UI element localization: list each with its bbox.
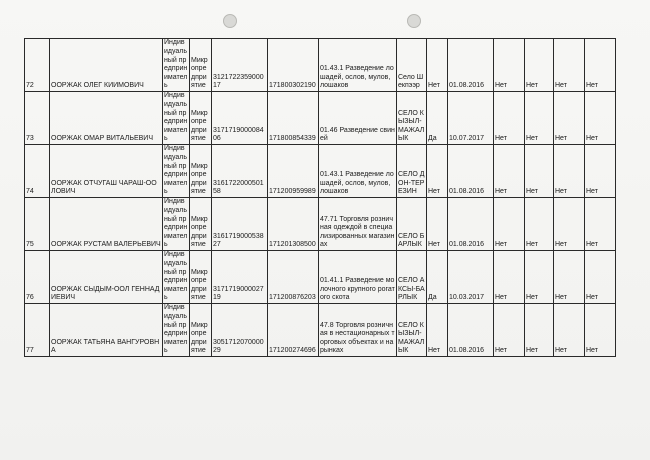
table-row	[25, 198, 616, 251]
flag-cell-2: Нет	[525, 198, 554, 251]
flag-cell-1: Нет	[494, 304, 525, 357]
flag-cell-1: Нет	[494, 198, 525, 251]
ogrnip-number: 316172200050158	[212, 145, 268, 198]
locality: СЕЛО БАРЛЫК	[397, 198, 427, 251]
flag-cell-2: Нет	[525, 39, 554, 92]
flag-cell-4: Нет	[585, 304, 616, 357]
activity-okved: 01.43.1 Разведение лошадей, ослов, мулов, лошаков	[319, 39, 397, 92]
newly-created-flag: Нет	[427, 304, 448, 357]
flag-cell-3: Нет	[554, 92, 585, 145]
entity-type: Индивидуальный предприниматель	[163, 39, 190, 92]
ogrnip-number: 317171900002719	[212, 251, 268, 304]
newly-created-flag: Нет	[427, 198, 448, 251]
entrepreneur-name: ООРЖАК ОЛЕГ КИИМОВИЧ	[50, 39, 163, 92]
entity-type: Индивидуальный предприниматель	[163, 92, 190, 145]
flag-cell-2: Нет	[525, 92, 554, 145]
business-category: Микропредприятие	[190, 92, 212, 145]
inn-number: 171200959989	[268, 145, 319, 198]
registry-date: 01.08.2016	[448, 198, 494, 251]
table-row	[25, 304, 616, 357]
activity-okved: 47.8 Торговля розничная в нестационарных торговых объектах и на рынках	[319, 304, 397, 357]
table-row	[25, 145, 616, 198]
entity-type: Индивидуальный предприниматель	[163, 145, 190, 198]
business-category: Микропредприятие	[190, 251, 212, 304]
table-row	[25, 251, 616, 304]
activity-okved: 47.71 Торговля розничная одеждой в специализированных магазинах	[319, 198, 397, 251]
ogrnip-number: 316171900053827	[212, 198, 268, 251]
newly-created-flag: Да	[427, 251, 448, 304]
flag-cell-4: Нет	[585, 251, 616, 304]
business-category: Микропредприятие	[190, 304, 212, 357]
business-category: Микропредприятие	[190, 39, 212, 92]
entrepreneur-name: ООРЖАК ОТЧУГАШ ЧАРАШ-ООЛОВИЧ	[50, 145, 163, 198]
row-number: 73	[25, 92, 50, 145]
entrepreneur-name: ООРЖАК ОМАР ВИТАЛЬЕВИЧ	[50, 92, 163, 145]
inn-number: 171200274696	[268, 304, 319, 357]
ogrnip-number: 312172235900017	[212, 39, 268, 92]
flag-cell-2: Нет	[525, 304, 554, 357]
flag-cell-3: Нет	[554, 39, 585, 92]
entrepreneur-name: ООРЖАК ТАТЬЯНА ВАНГУРОВНА	[50, 304, 163, 357]
flag-cell-3: Нет	[554, 145, 585, 198]
activity-okved: 01.43.1 Разведение лошадей, ослов, мулов, лошаков	[319, 145, 397, 198]
activity-okved: 01.46 Разведение свиней	[319, 92, 397, 145]
row-number: 76	[25, 251, 50, 304]
registry-table	[24, 38, 616, 357]
business-category: Микропредприятие	[190, 198, 212, 251]
locality: СЕЛО АКСЫ-БАРЛЫК	[397, 251, 427, 304]
flag-cell-1: Нет	[494, 251, 525, 304]
ogrnip-number: 317171900008406	[212, 92, 268, 145]
flag-cell-1: Нет	[494, 92, 525, 145]
entrepreneur-name: ООРЖАК РУСТАМ ВАЛЕРЬЕВИЧ	[50, 198, 163, 251]
row-number: 74	[25, 145, 50, 198]
inn-number: 171200876203	[268, 251, 319, 304]
registry-date: 01.08.2016	[448, 145, 494, 198]
entrepreneur-name: ООРЖАК СЫДЫМ-ООЛ ГЕННАДИЕВИЧ	[50, 251, 163, 304]
registry-body	[25, 39, 616, 357]
flag-cell-4: Нет	[585, 92, 616, 145]
locality: СЕЛО КЫЗЫЛ-МАЖАЛЫК	[397, 304, 427, 357]
flag-cell-4: Нет	[585, 39, 616, 92]
flag-cell-4: Нет	[585, 145, 616, 198]
inn-number: 171800302190	[268, 39, 319, 92]
registry-date: 10.07.2017	[448, 92, 494, 145]
entity-type: Индивидуальный предприниматель	[163, 198, 190, 251]
flag-cell-3: Нет	[554, 304, 585, 357]
locality: Село Шекпээр	[397, 39, 427, 92]
registry-date: 01.08.2016	[448, 39, 494, 92]
inn-number: 171201308500	[268, 198, 319, 251]
locality: СЕЛО ДОН-ТЕРЕЗИН	[397, 145, 427, 198]
newly-created-flag: Нет	[427, 145, 448, 198]
flag-cell-4: Нет	[585, 198, 616, 251]
row-number: 72	[25, 39, 50, 92]
table-row	[25, 39, 616, 92]
entity-type: Индивидуальный предприниматель	[163, 251, 190, 304]
activity-okved: 01.41.1 Разведение молочного крупного рогатого скота	[319, 251, 397, 304]
punch-hole-left	[223, 14, 237, 28]
registry-date: 01.08.2016	[448, 304, 494, 357]
flag-cell-1: Нет	[494, 39, 525, 92]
locality: СЕЛО КЫЗЫЛ-МАЖАЛЫК	[397, 92, 427, 145]
newly-created-flag: Да	[427, 92, 448, 145]
flag-cell-2: Нет	[525, 145, 554, 198]
ogrnip-number: 305171207000029	[212, 304, 268, 357]
entity-type: Индивидуальный предприниматель	[163, 304, 190, 357]
row-number: 75	[25, 198, 50, 251]
inn-number: 171800854339	[268, 92, 319, 145]
punch-hole-right	[407, 14, 421, 28]
flag-cell-1: Нет	[494, 145, 525, 198]
business-category: Микропредприятие	[190, 145, 212, 198]
table-row	[25, 92, 616, 145]
registry-date: 10.03.2017	[448, 251, 494, 304]
row-number: 77	[25, 304, 50, 357]
flag-cell-3: Нет	[554, 251, 585, 304]
flag-cell-2: Нет	[525, 251, 554, 304]
flag-cell-3: Нет	[554, 198, 585, 251]
newly-created-flag: Нет	[427, 39, 448, 92]
